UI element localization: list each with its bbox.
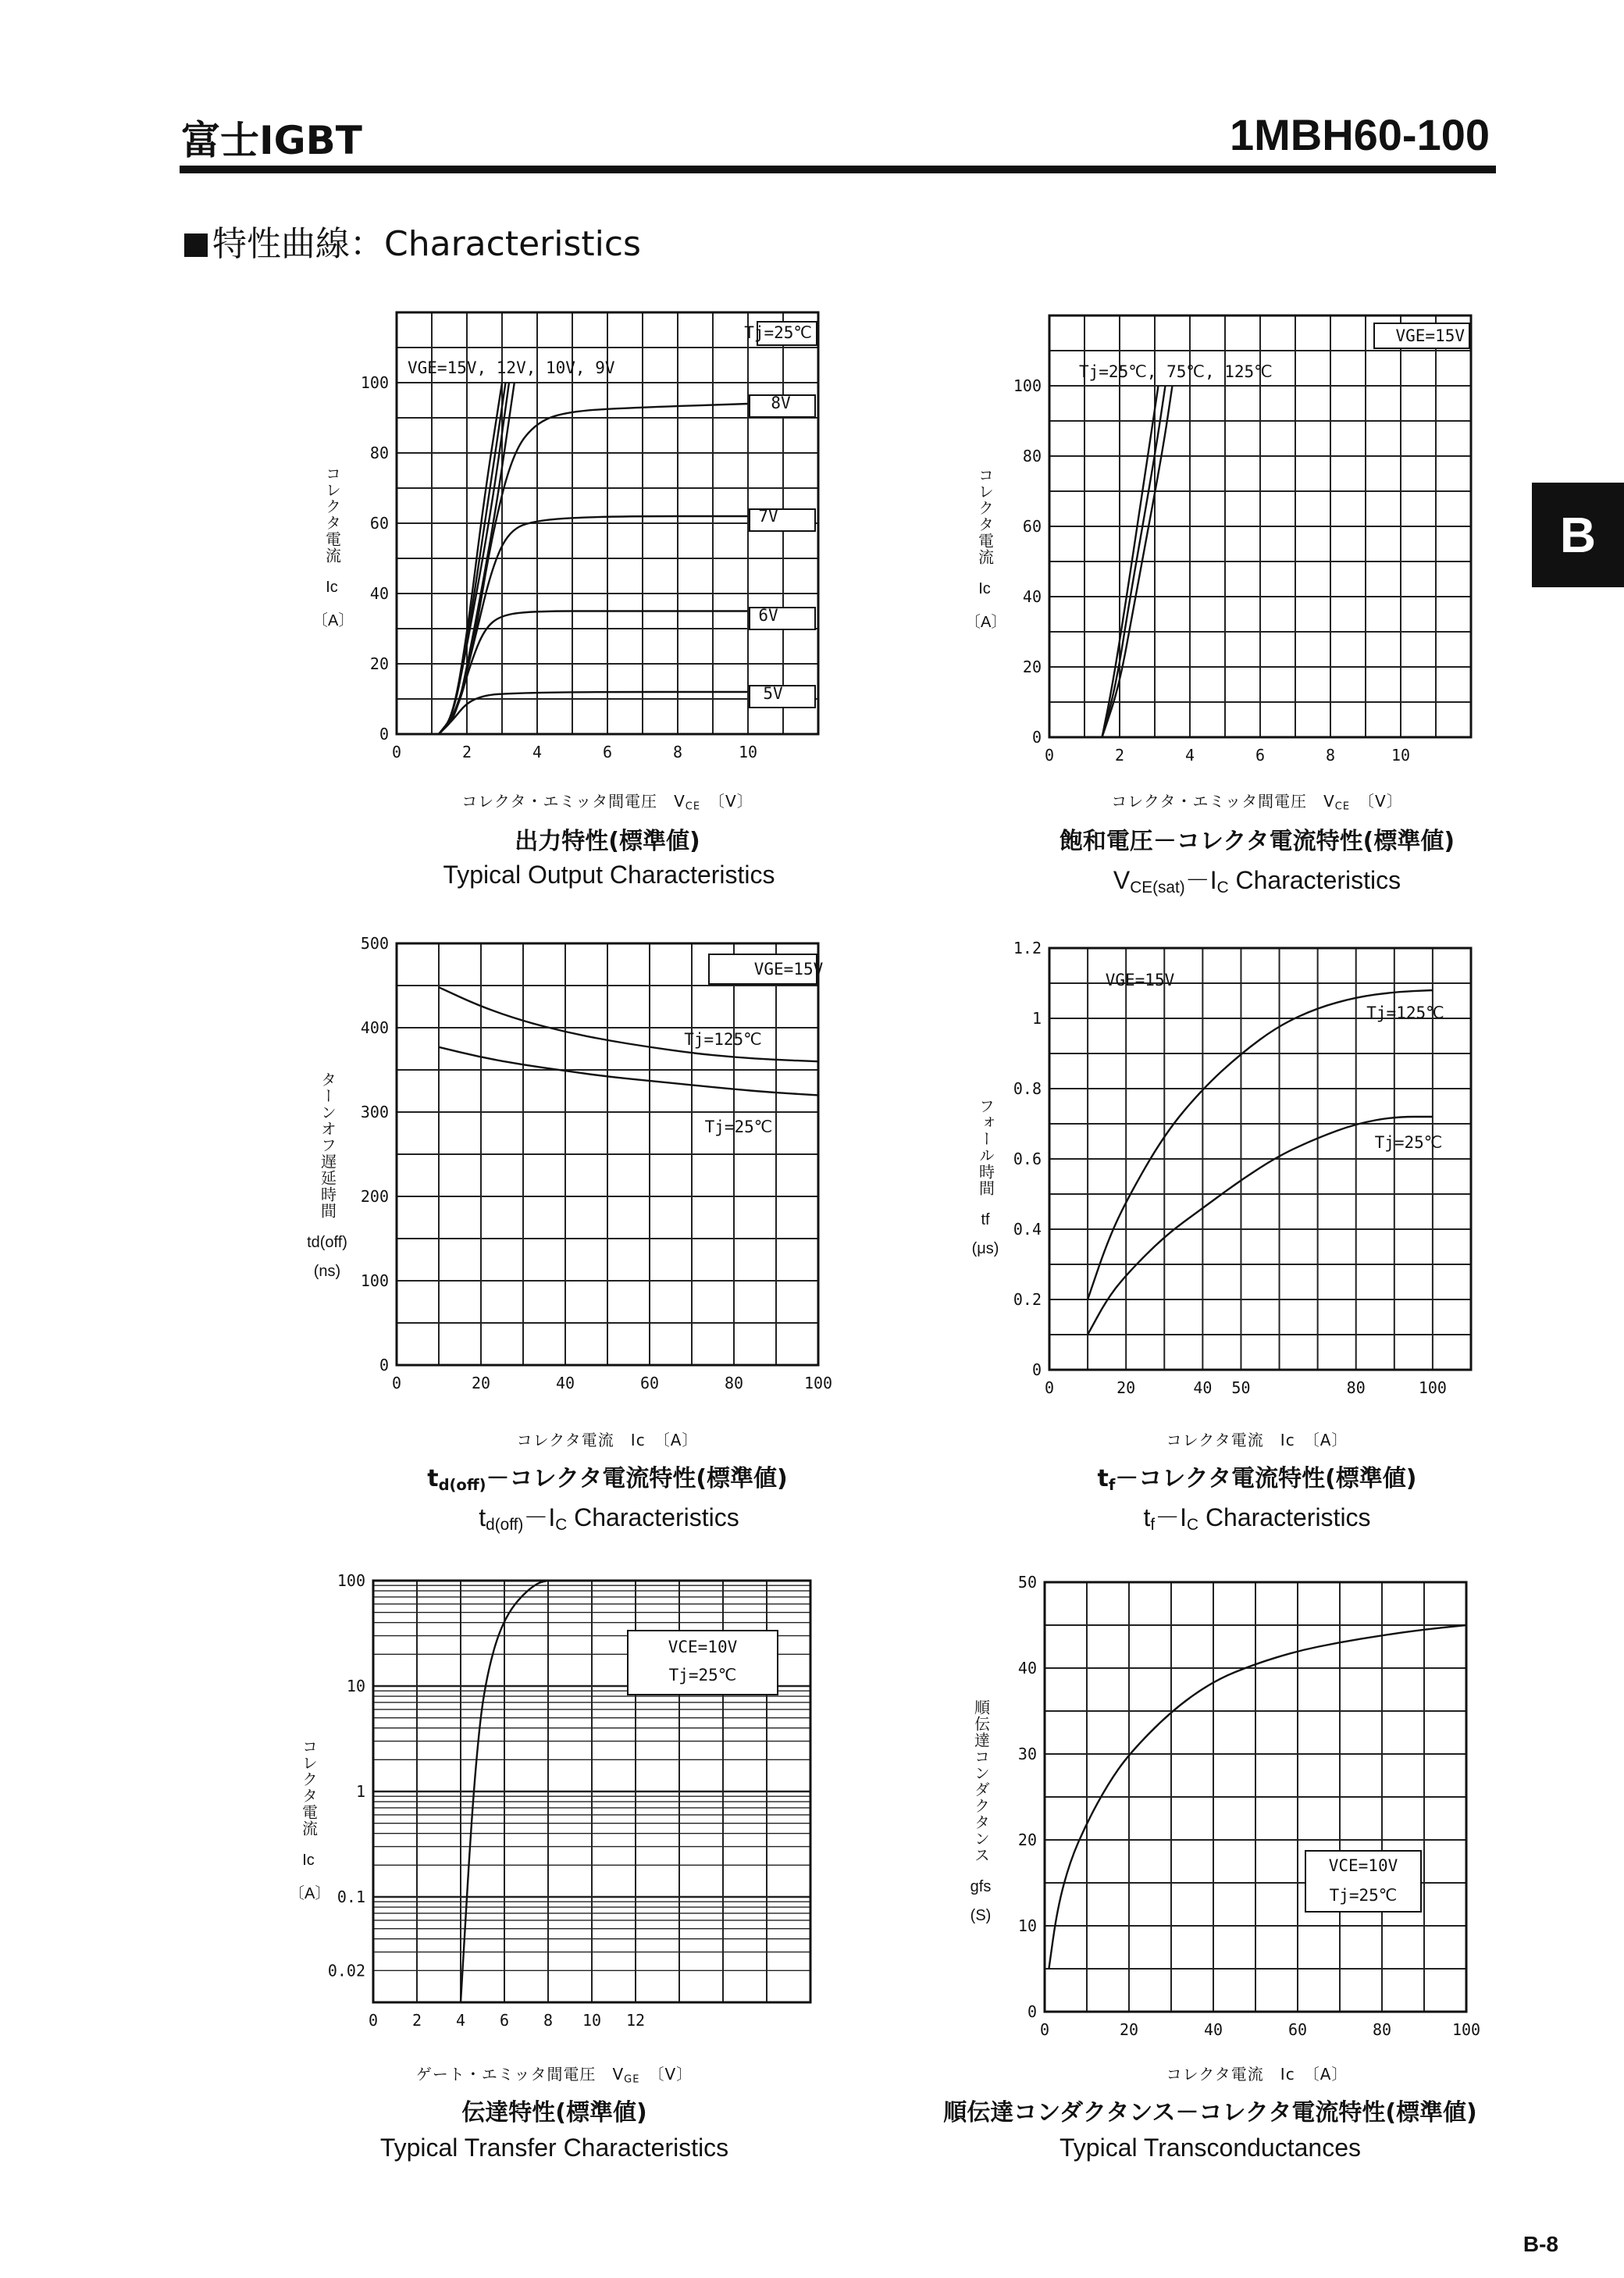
x-tick-label: 8 [1325,746,1336,765]
y-tick-label: 100 [360,373,389,392]
x-tick-label: 80 [1372,2020,1392,2039]
x-tick-label: 6 [1255,746,1266,765]
y-tick-label: 10 [1017,1916,1037,1935]
chart-annotation: Tj=25℃, 75℃, 125℃ [1079,362,1273,381]
y-axis-label-p3: ターンオフ遅延時間 td(off) (ns) [307,1071,347,1280]
chart-annotation: VGE=15V [1105,971,1175,989]
chart-annotation: Tj=125℃ [684,1030,762,1049]
chart-annotation: Tj=25℃ [1329,1886,1398,1905]
x-tick-label: 2 [411,2011,422,2030]
y-tick-label: 30 [1017,1745,1037,1763]
y-axis-label-p2: コレクタ電流 Ic 〔A〕 [965,467,1007,631]
section-title-en: Characteristics [384,224,641,264]
y-tick-label: 100 [360,1271,389,1290]
x-tick-label: 100 [1418,1378,1447,1397]
chart-annotation: 7V [758,507,778,526]
chart-annotation: VGE=15V, 12V, 10V, 9V [408,358,615,377]
y-tick-label: 10 [346,1677,365,1695]
chart-annotation: VGE=15V [1395,326,1465,345]
x-tick-label: 4 [455,2011,466,2030]
x-tick-label: 0 [1044,746,1055,765]
x-tick-label: 60 [1287,2020,1308,2039]
y-tick-label: 80 [1022,447,1042,465]
page-number: B-8 [1522,2232,1558,2256]
y-axis-label-p1: コレクタ電流 Ic 〔A〕 [312,465,354,629]
y-tick-label: 40 [1017,1659,1037,1677]
caption-en-p3: $t_{d(off)}-I_C$ Characteristics [479,1503,739,1535]
x-tick-label: 12 [625,2011,646,2030]
caption-jp-p5: 伝達特性(標準値) [461,2099,647,2126]
x-tick-label: 80 [724,1374,744,1392]
y-tick-label: 40 [369,584,389,603]
caption-en-p2: $V_{CE(sat)}-I_C$ Characteristics [1113,866,1401,897]
caption-jp-p2: 飽和電圧－コレクタ電流特性(標準値) [1059,828,1455,855]
y-tick-label: 60 [1022,517,1042,536]
x-axis-label-p1: コレクタ・エミッタ間電圧 $V_{CE}$ 〔V〕 [461,792,753,813]
x-tick-label: 0 [391,1374,402,1392]
chart-annotation: 5V [763,684,783,703]
y-tick-label: 20 [369,654,389,673]
y-tick-label: 0 [1027,2002,1037,2021]
y-tick-label: 500 [360,934,389,953]
y-tick-label: 100 [1013,376,1042,395]
x-tick-label: 8 [543,2011,554,2030]
y-tick-label: 0.02 [327,1961,365,1980]
x-tick-label: 2 [1114,746,1125,765]
chart-annotation: Tj=25℃ [704,1118,773,1136]
x-tick-label: 100 [803,1374,833,1392]
section-title-jp: 特性曲線 [212,224,350,264]
y-tick-label: 0 [1031,1360,1042,1379]
y-tick-label: 0.4 [1013,1220,1042,1239]
y-tick-label: 300 [360,1103,389,1121]
x-tick-label: 0 [1044,1378,1055,1397]
x-tick-label: 6 [499,2011,510,2030]
x-tick-label: 40 [555,1374,575,1392]
x-tick-label: 2 [461,743,472,761]
y-tick-label: 400 [360,1018,389,1037]
x-tick-label: 4 [1184,746,1195,765]
y-tick-label: 0 [1031,728,1042,747]
part-number: 1MBH60-100 [1229,110,1490,159]
x-tick-label: 0 [368,2011,379,2030]
y-tick-label: 60 [369,514,389,533]
y-tick-label: 0 [379,1356,389,1374]
x-tick-label: 80 [1346,1378,1366,1397]
y-tick-label: 0 [379,725,389,743]
chart-annotation: VGE=15V [753,960,824,979]
y-tick-label: 20 [1017,1831,1037,1849]
caption-jp-p6: 順伝達コンダクタンス－コレクタ電流特性(標準値) [943,2099,1477,2126]
y-axis-label-p4: フォール時間 tf (μs) [971,1098,999,1257]
caption-jp-p4: $t_f-$コレクタ電流特性(標準値) [1097,1465,1417,1494]
x-tick-label: 4 [532,743,543,761]
x-tick-label: 40 [1193,1378,1213,1397]
y-tick-label: 1 [355,1782,365,1801]
x-axis-label-p5: ゲート・エミッタ間電圧 $V_{GE}$ 〔V〕 [415,2065,693,2086]
x-tick-label: 10 [582,2011,602,2030]
x-tick-label: 50 [1231,1378,1251,1397]
chart-annotation: Tj=125℃ [1366,1004,1444,1022]
chart-annotation: Tj=25℃ [744,323,812,342]
x-axis-label-p4: コレクタ電流 Ic 〔A〕 [1166,1431,1348,1449]
caption-en-p4: $t_f-I_C$ Characteristics [1143,1503,1371,1535]
x-tick-label: 20 [1116,1378,1136,1397]
x-tick-label: 8 [672,743,683,761]
x-tick-label: 10 [738,743,758,761]
chart-annotation: Tj=25℃ [668,1666,737,1684]
chart-annotation: VCE=10V [668,1638,738,1656]
y-tick-label: 20 [1022,658,1042,676]
side-index-tab: B [1532,483,1624,587]
brand-title: 富士IGBT [181,118,362,163]
y-axis-label-p5: コレクタ電流 Ic 〔A〕 [289,1738,331,1902]
y-tick-label: 100 [337,1571,365,1590]
section-title: 特性曲線：Characteristics [184,216,641,266]
y-tick-label: 0.8 [1013,1079,1042,1098]
chart-annotation: 6V [758,606,778,625]
x-tick-label: 40 [1203,2020,1223,2039]
caption-jp-p3: $t_{d(off)}-$コレクタ電流特性(標準値) [427,1465,788,1494]
caption-en-p6: Typical Transconductances [1060,2134,1361,2162]
caption-jp-p1: 出力特性(標準値) [515,828,700,855]
x-tick-label: 60 [639,1374,660,1392]
caption-en-p1: Typical Output Characteristics [443,861,775,889]
x-tick-label: 100 [1451,2020,1481,2039]
x-tick-label: 20 [1119,2020,1139,2039]
y-tick-label: 40 [1022,587,1042,606]
y-axis-label-p6: 順伝達コンダクタンス gfs (S) [970,1699,992,1924]
y-tick-label: 50 [1017,1573,1037,1592]
y-tick-label: 0.2 [1013,1290,1042,1309]
x-axis-label-p2: コレクタ・エミッタ間電圧 $V_{CE}$ 〔V〕 [1111,792,1403,813]
y-tick-label: 0.1 [337,1888,365,1906]
x-tick-label: 0 [1039,2020,1050,2039]
x-tick-label: 6 [602,743,613,761]
x-tick-label: 0 [391,743,402,761]
y-tick-label: 0.6 [1013,1150,1042,1168]
y-tick-label: 1.2 [1013,939,1042,957]
x-axis-label-p6: コレクタ電流 Ic 〔A〕 [1166,2065,1348,2084]
chart-annotation: 8V [771,394,791,412]
chart-annotation: Tj=25℃ [1374,1133,1443,1152]
x-tick-label: 20 [471,1374,491,1392]
chart-annotation: VCE=10V [1328,1856,1398,1875]
x-tick-label: 10 [1391,746,1411,765]
caption-en-p5: Typical Transfer Characteristics [379,2134,729,2162]
x-axis-label-p3: コレクタ電流 Ic 〔A〕 [516,1431,699,1449]
y-tick-label: 200 [360,1187,389,1206]
y-tick-label: 1 [1031,1009,1042,1028]
y-tick-label: 80 [369,444,389,462]
